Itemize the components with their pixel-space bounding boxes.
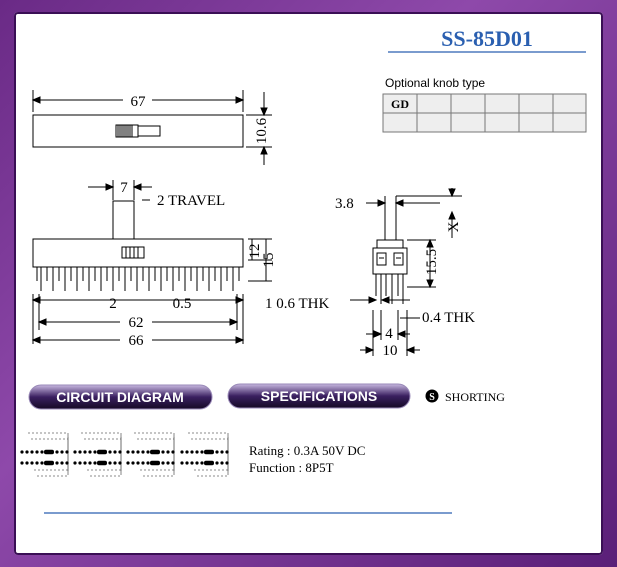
spec-function: Function : 8P5T	[249, 460, 334, 475]
dim-travel: 2 TRAVEL	[157, 193, 226, 209]
dim-height-15: 15	[261, 252, 277, 268]
dim-base-4: 4	[385, 326, 393, 342]
dim-thk-front: 1 0.6 THK	[265, 296, 330, 312]
dim-length-67: 67	[130, 94, 146, 110]
dim-span-66: 66	[128, 333, 144, 349]
dim-pitch-2: 2	[109, 296, 117, 312]
spec-rating: Rating : 0.3A 50V DC	[249, 443, 366, 458]
shorting-symbol: S	[429, 392, 435, 403]
dim-span-62: 62	[128, 315, 144, 331]
shorting-label: SHORTING	[445, 390, 505, 404]
dim-knob-3-8: 3.8	[335, 196, 354, 212]
dim-pitch-0-5: 0.5	[172, 296, 192, 312]
top-view	[33, 90, 272, 165]
circuit-group	[126, 433, 174, 476]
front-view	[33, 180, 272, 344]
dim-height-10-6: 10.6	[254, 117, 270, 145]
circuit-diagram-button[interactable]	[29, 385, 212, 409]
dim-thk-side: 0.4 THK	[422, 310, 476, 326]
shorting-legend	[426, 390, 506, 405]
specifications-button[interactable]	[228, 384, 410, 408]
specifications-label: SPECIFICATIONS	[260, 388, 378, 404]
circuit-diagram	[20, 433, 228, 476]
knob-table	[383, 94, 586, 132]
circuit-group	[180, 433, 228, 476]
circuit-group	[20, 433, 68, 476]
side-view	[350, 188, 462, 356]
circuit-group	[73, 433, 121, 476]
dim-height-15-5: 15.5	[424, 248, 440, 276]
dim-base-10: 10	[382, 343, 398, 359]
knob-cell-gd: GD	[391, 97, 409, 111]
knob-table-caption: Optional knob type	[385, 76, 486, 90]
dim-x: X	[446, 221, 462, 233]
circuit-diagram-label: CIRCUIT DIAGRAM	[56, 389, 184, 405]
dim-height-12: 12	[247, 243, 263, 259]
front-pins	[37, 267, 239, 291]
model-title: SS-85D01	[441, 26, 533, 51]
dim-knob-7: 7	[120, 180, 128, 196]
